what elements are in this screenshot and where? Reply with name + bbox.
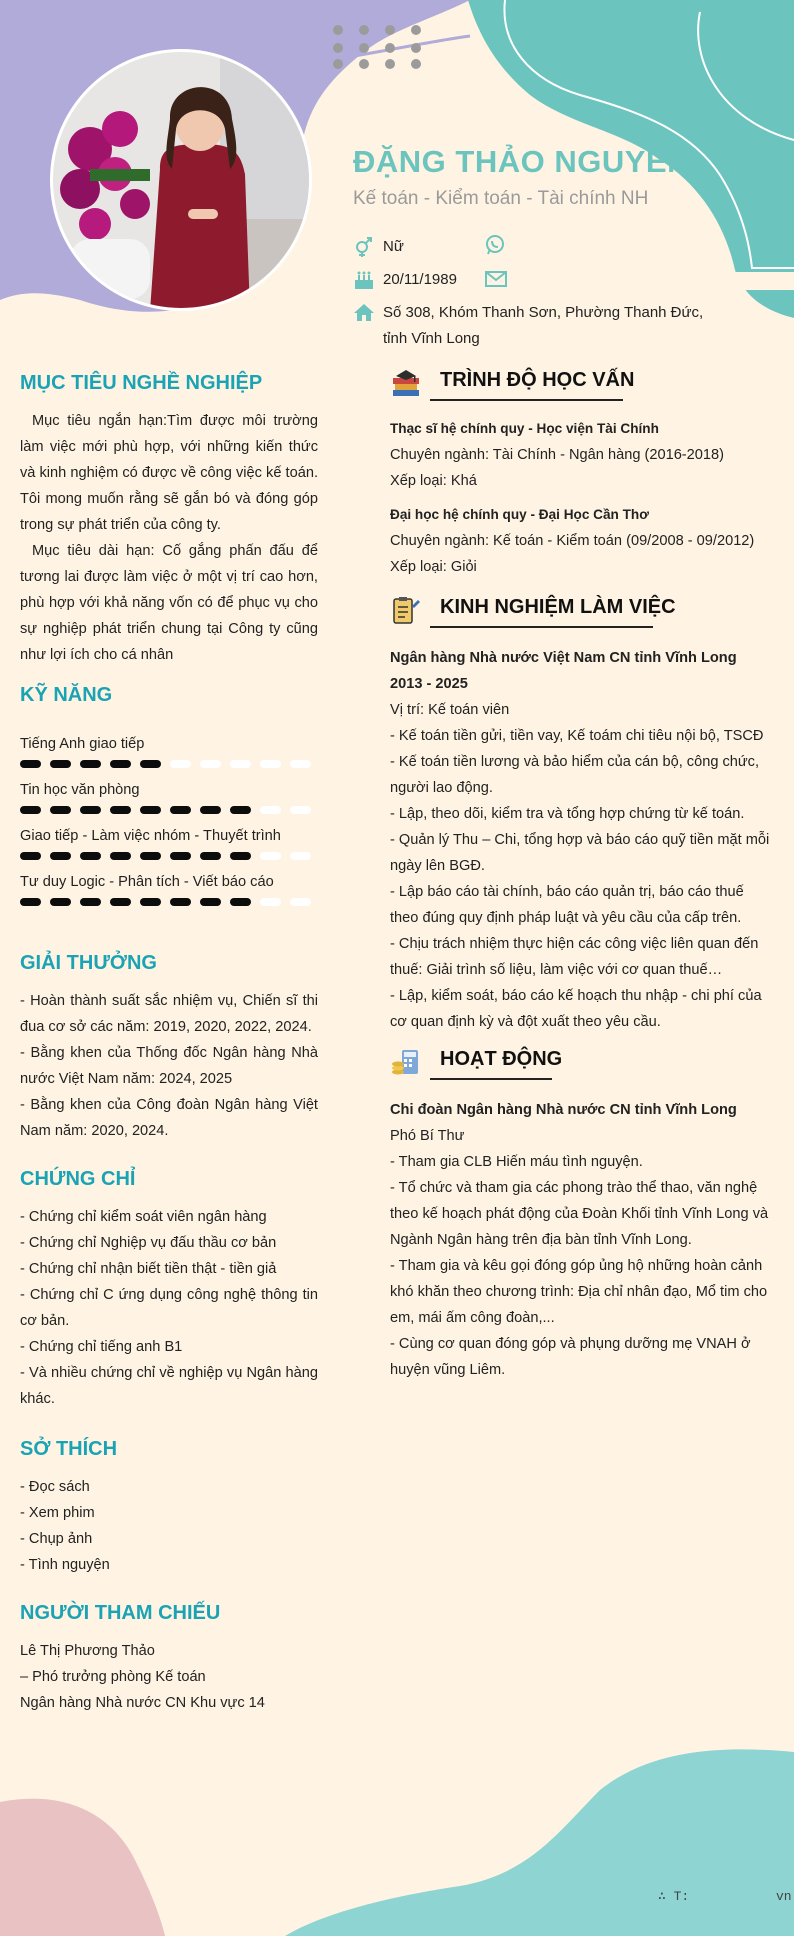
experience-heading xyxy=(390,594,690,630)
birthday-value: 20/11/1989 xyxy=(383,271,457,288)
skill-dot-filled xyxy=(170,898,191,906)
skill-dot-filled xyxy=(50,806,71,814)
skill-dot-filled xyxy=(20,852,41,860)
skill-dot-filled xyxy=(110,806,131,814)
education-list xyxy=(390,416,770,580)
skill-dot-filled xyxy=(50,898,71,906)
activity-item: - Tham gia và kêu gọi đóng góp ủng hộ những hoàn cảnh khó khăn theo chương trình: Địa chỉ nhân đạo, Mổ tim cho em, mái ấm công đoàn,... xyxy=(390,1258,768,1326)
hobby-item: - Xem phim xyxy=(20,1505,95,1521)
experience-duty: - Kế toán tiền lương và bảo hiểm của cán bộ, công chức, người lao động. xyxy=(390,754,760,796)
activities-role: Phó Bí Thư xyxy=(390,1128,465,1144)
address-line-2: tỉnh Vĩnh Long xyxy=(383,330,480,347)
certificate-item: - Chứng chỉ tiếng anh B1 xyxy=(20,1339,183,1355)
candidate-name: ĐẶNG THẢO NGUYÊN xyxy=(353,144,690,179)
clipboard-icon xyxy=(390,594,422,626)
skill-dot-empty xyxy=(170,760,191,768)
education-grade: Xếp loại: Giỏi xyxy=(390,559,477,575)
envelope-icon[interactable] xyxy=(484,268,508,290)
skill-dot-filled xyxy=(140,898,161,906)
skill-dot-filled xyxy=(170,852,191,860)
references-list xyxy=(20,1638,318,1716)
experience-duty: - Kế toán tiền gửi, tiền vay, Kế toám chi tiêu nội bộ, TSCĐ xyxy=(390,728,764,744)
activity-item: - Tham gia CLB Hiến máu tình nguyện. xyxy=(390,1154,643,1170)
skill-dot-filled xyxy=(230,898,251,906)
certificate-item: - Chứng chỉ C ứng dụng công nghệ thông tin cơ bản. xyxy=(20,1287,318,1329)
gender-value: Nữ xyxy=(383,238,404,255)
skill-dot-empty xyxy=(290,898,311,906)
references-title: NGƯỜI THAM CHIẾU xyxy=(20,1602,221,1624)
education-major: Chuyên ngành: Tài Chính - Ngân hàng (2016-2018) xyxy=(390,447,724,463)
experience-duty: - Lập, kiểm soát, báo cáo kế hoạch thu nhập - chi phí của cơ quan định kỳ và đột xuất theo yêu cầu. xyxy=(390,988,762,1030)
hobby-item: - Đọc sách xyxy=(20,1479,90,1495)
books-icon xyxy=(390,367,422,399)
activities-title: HOẠT ĐỘNG xyxy=(440,1048,563,1070)
skill-dot-filled xyxy=(230,806,251,814)
certificate-item: - Chứng chỉ kiểm soát viên ngân hàng xyxy=(20,1209,267,1225)
award-item: - Bằng khen của Thống đốc Ngân hàng Nhà nước Việt Nam năm: 2024, 2025 xyxy=(20,1045,318,1087)
title-underline xyxy=(430,626,653,628)
skill-dot-filled xyxy=(230,852,251,860)
experience-duty: - Chịu trách nhiệm thực hiện các công việc liên quan đến thuế: Giải trình số liệu, làm việc với cơ quan thuế… xyxy=(390,936,759,978)
skill-dot-filled xyxy=(50,852,71,860)
hobby-item: - Tình nguyện xyxy=(20,1557,110,1573)
hobbies-title: SỞ THÍCH xyxy=(20,1438,118,1460)
award-item: - Hoàn thành suất sắc nhiệm vụ, Chiến sĩ thi đua cơ sở các năm: 2019, 2020, 2022, 2024. xyxy=(20,993,318,1035)
certificates-title: CHỨNG CHỈ xyxy=(20,1168,136,1190)
education-title: TRÌNH ĐỘ HỌC VẤN xyxy=(440,369,635,391)
skill-dot-filled xyxy=(80,852,101,860)
education-grade: Xếp loại: Khá xyxy=(390,473,477,489)
reference-line: – Phó trưởng phòng Kế toán xyxy=(20,1669,206,1685)
skill-item xyxy=(20,874,320,910)
experience-company: Ngân hàng Nhà nước Việt Nam CN tỉnh Vĩnh Long xyxy=(390,650,737,666)
gender-icon xyxy=(353,236,375,258)
education-major: Chuyên ngành: Kế toán - Kiểm toán (09/2008 - 09/2012) xyxy=(390,533,755,549)
experience-title: KINH NGHIỆM LÀM VIỆC xyxy=(440,596,676,618)
skill-item xyxy=(20,736,320,772)
experience-position: Vị trí: Kế toán viên xyxy=(390,702,510,718)
calculator-coins-icon xyxy=(390,1046,422,1078)
skill-dot-filled xyxy=(50,760,71,768)
skill-dot-empty xyxy=(290,760,311,768)
skill-dot-filled xyxy=(140,852,161,860)
awards-title: GIẢI THƯỞNG xyxy=(20,952,157,974)
reference-line: Ngân hàng Nhà nước CN Khu vực 14 xyxy=(20,1695,265,1711)
skill-dot-filled xyxy=(200,898,221,906)
experience-duty: - Lập báo cáo tài chính, báo cáo quản trị, báo cáo thuế theo đúng quy định pháp luật và yêu cầu của cấp trên. xyxy=(390,884,744,926)
skill-dot-filled xyxy=(20,898,41,906)
skill-dot-filled xyxy=(110,760,131,768)
skill-dot-empty xyxy=(290,806,311,814)
profile-photo xyxy=(50,49,312,311)
address-line-1: Số 308, Khóm Thanh Sơn, Phường Thanh Đức, xyxy=(383,304,704,321)
title-underline xyxy=(430,399,623,401)
activities-heading xyxy=(390,1046,650,1082)
education-school: Đại học hệ chính quy - Đại Học Cần Thơ xyxy=(390,507,649,522)
education-heading xyxy=(390,367,650,403)
birthday-cake-icon xyxy=(353,269,375,291)
skill-dot-filled xyxy=(20,760,41,768)
skill-dot-filled xyxy=(200,852,221,860)
job-title: Kế toán - Kiểm toán - Tài chính NH xyxy=(353,188,649,209)
skill-dot-filled xyxy=(110,852,131,860)
watermark-right: vn xyxy=(776,1889,792,1904)
objective-short-term: Mục tiêu ngắn hạn:Tìm được môi trường làm việc mới phù hợp, với những kiến thức và kinh nghiệm có được về công việc kế toán. Tôi mong muốn rằng sẽ gắn bó và đóng góp trong sự phát triển của công ty. xyxy=(20,413,318,533)
home-icon xyxy=(353,302,375,324)
dot-grid-decoration xyxy=(328,22,428,74)
skill-dot-filled xyxy=(140,760,161,768)
certificate-item: - Và nhiều chứng chỉ về nghiệp vụ Ngân hàng khác. xyxy=(20,1365,318,1407)
certificate-item: - Chứng chỉ nhận biết tiền thật - tiền giả xyxy=(20,1261,277,1277)
activity-item: - Cùng cơ quan đóng góp và phụng dưỡng mẹ VNAH ở huyện vũng Liêm. xyxy=(390,1336,751,1378)
skill-dot-filled xyxy=(140,806,161,814)
skill-label: Giao tiếp - Làm việc nhóm - Thuyết trình xyxy=(20,828,281,844)
skill-item xyxy=(20,828,320,864)
skill-dot-empty xyxy=(200,760,221,768)
watermark-left: ∴ T: xyxy=(658,1889,690,1904)
objective-title: MỤC TIÊU NGHỀ NGHIỆP xyxy=(20,372,263,394)
hobbies-list xyxy=(20,1474,318,1578)
certificates-list xyxy=(20,1204,318,1412)
objective-long-term: Mục tiêu dài hạn: Cố gắng phấn đấu để tương lai được làm việc ở một vị trí cao hơn, phù hợp với khả năng vốn có để phục vụ cho sự nghiệp phát triển chung tại Công ty cũng như lợi ích cho cá nhân xyxy=(20,543,318,663)
activities-org: Chi đoàn Ngân hàng Nhà nước CN tỉnh Vĩnh Long xyxy=(390,1102,737,1118)
skill-dot-filled xyxy=(80,760,101,768)
skill-dot-filled xyxy=(20,806,41,814)
skill-dot-filled xyxy=(110,898,131,906)
skill-label: Tư duy Logic - Phân tích - Viết báo cáo xyxy=(20,874,274,890)
skill-dot-empty xyxy=(260,760,281,768)
experience-duty: - Quản lý Thu – Chi, tổng hợp và báo cáo quỹ tiền mặt mỗi ngày lên BGĐ. xyxy=(390,832,770,874)
skill-label: Tiếng Anh giao tiếp xyxy=(20,736,145,752)
gender-row xyxy=(353,238,473,260)
experience-period: 2013 - 2025 xyxy=(390,676,468,692)
skill-dot-empty xyxy=(260,852,281,860)
birthday-row xyxy=(353,271,483,293)
experience-duty: - Lập, theo dõi, kiểm tra và tổng hợp chứng từ kế toán. xyxy=(390,806,745,822)
skill-label: Tin học văn phòng xyxy=(20,782,140,798)
title-underline xyxy=(430,1078,552,1080)
hobby-item: - Chụp ảnh xyxy=(20,1531,93,1547)
skill-dot-empty xyxy=(290,852,311,860)
skills-title: KỸ NĂNG xyxy=(20,684,113,706)
skill-dot-empty xyxy=(230,760,251,768)
awards-list xyxy=(20,988,318,1144)
skill-dot-filled xyxy=(80,898,101,906)
skill-dot-filled xyxy=(80,806,101,814)
experience-list xyxy=(390,645,770,1035)
certificate-item: - Chứng chỉ Nghiệp vụ đấu thầu cơ bản xyxy=(20,1235,277,1251)
address-row xyxy=(353,304,704,352)
award-item: - Bằng khen của Công đoàn Ngân hàng Việt Nam năm: 2020, 2024. xyxy=(20,1097,318,1139)
activities-list xyxy=(390,1097,770,1383)
skill-dot-empty xyxy=(260,806,281,814)
skill-dot-filled xyxy=(200,806,221,814)
skill-item xyxy=(20,782,320,818)
whatsapp-icon[interactable] xyxy=(484,234,506,256)
skill-dot-empty xyxy=(260,898,281,906)
reference-line: Lê Thị Phương Thảo xyxy=(20,1643,155,1659)
activity-item: - Tổ chức và tham gia các phong trào thể thao, văn nghệ theo kế hoạch phát động của Đoàn Khối tỉnh Vĩnh Long và Ngành Ngân hàng trên địa bàn tỉnh Vĩnh Long. xyxy=(390,1180,769,1248)
education-school: Thạc sĩ hệ chính quy - Học viện Tài Chính xyxy=(390,421,659,436)
skill-dot-filled xyxy=(170,806,191,814)
